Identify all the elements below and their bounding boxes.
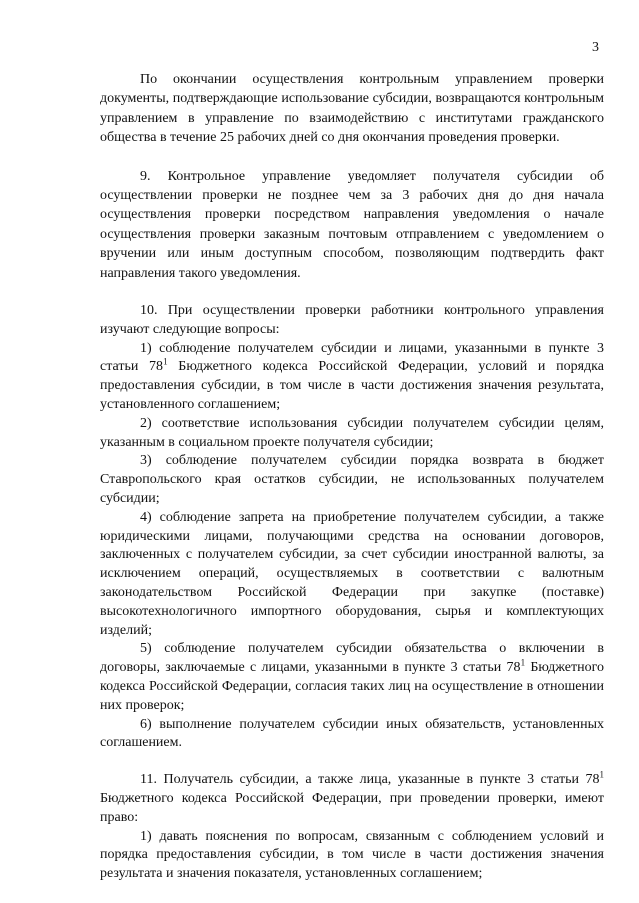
clause-10-item-2: 2) соответствие использования субсидии получателем субсидии целям, указанным в социальном проекте получателя субсидии; bbox=[100, 415, 604, 450]
paragraph-gap bbox=[100, 753, 604, 771]
clause-10-item-3: 3) соблюдение получателем субсидии порядка возврата в бюджет Ставропольского края остатков субсидии, не использованных получателем субсидии; bbox=[100, 453, 604, 507]
article-superscript: 1 bbox=[163, 356, 168, 367]
paragraph-gap bbox=[100, 283, 604, 302]
clause-9: 9. Контрольное управление уведомляет получателя субсидии об осуществлении проверки не позднее чем за 3 рабочих дня до дня начала осуществления проверки посредством направления уведомления о начале осуществления проверки заказным почтовым отправлением с уведомлением о вручении или иным доступным способом, позволяющим подтвердить факт направления такого уведомления. bbox=[100, 168, 604, 281]
clause-10-item-5-text-b: Бюджетного кодекса Российской Федерации, согласия таких лиц на осуществление в отношении них проверок; bbox=[100, 660, 604, 713]
paragraph-gap bbox=[100, 148, 604, 167]
clause-10-item-5 bbox=[100, 640, 604, 715]
clause-11 bbox=[100, 771, 604, 827]
paragraph-return-documents: По окончании осуществления контрольным управлением проверки документы, подтверждающие использование субсидии, возвращаются контрольным управлением в управление по взаимодействию с институтами гражданского общества в течение 25 рабочих дней со дня окончания проведения проверки. bbox=[100, 72, 604, 146]
clause-10-item-4: 4) соблюдение запрета на приобретение получателем субсидии, а также юридическими лицами, получающими средства на основании договоров, заключенных с получателем субсидии, за счет субсидии иностранной валюты, за исключением операций, осуществляемых в соответствии с валютным законодательством Российской Федерации при закупке (поставке) высокотехнологичного импортного оборудования, сырья и комплектующих изделий; bbox=[100, 509, 604, 638]
clause-10-item-5-text-a: 5) соблюдение получателем субсидии обязательства о включении в договоры, заключаемые с лицами, указанными в пункте 3 статьи 78 bbox=[100, 641, 604, 676]
article-superscript: 1 bbox=[599, 769, 604, 780]
clause-11-item-1: 1) давать пояснения по вопросам, связанным с соблюдением условий и порядка предоставления субсидии, в том числе в части достижения значения результата и значения показателя, установленных соглашением; bbox=[100, 828, 604, 882]
clause-10-item-1-text-a: 1) соблюдение получателем субсидии и лицами, указанными в пункте 3 статьи 78 bbox=[100, 340, 604, 375]
clause-10-item-1-text-b: Бюджетного кодекса Российской Федерации, условий и порядка предоставления субсидии, в том числе в части достижения значения результата, установленного соглашением; bbox=[100, 359, 604, 413]
clause-10-item-1 bbox=[100, 340, 604, 415]
clause-10-item-6: 6) выполнение получателем субсидии иных обязательств, установленных соглашением. bbox=[100, 716, 604, 751]
clause-10: 10. При осуществлении проверки работники контрольного управления изучают следующие вопросы: bbox=[100, 303, 604, 337]
clause-11-text-a: 11. Получатель субсидии, а также лица, указанные в пункте 3 статьи 78 bbox=[140, 772, 600, 788]
document-body bbox=[100, 70, 604, 884]
clause-11-text-b: Бюджетного кодекса Российской Федерации, при проведении проверки, имеют право: bbox=[100, 790, 604, 825]
article-superscript: 1 bbox=[520, 657, 526, 668]
page-number: 3 bbox=[592, 40, 599, 55]
